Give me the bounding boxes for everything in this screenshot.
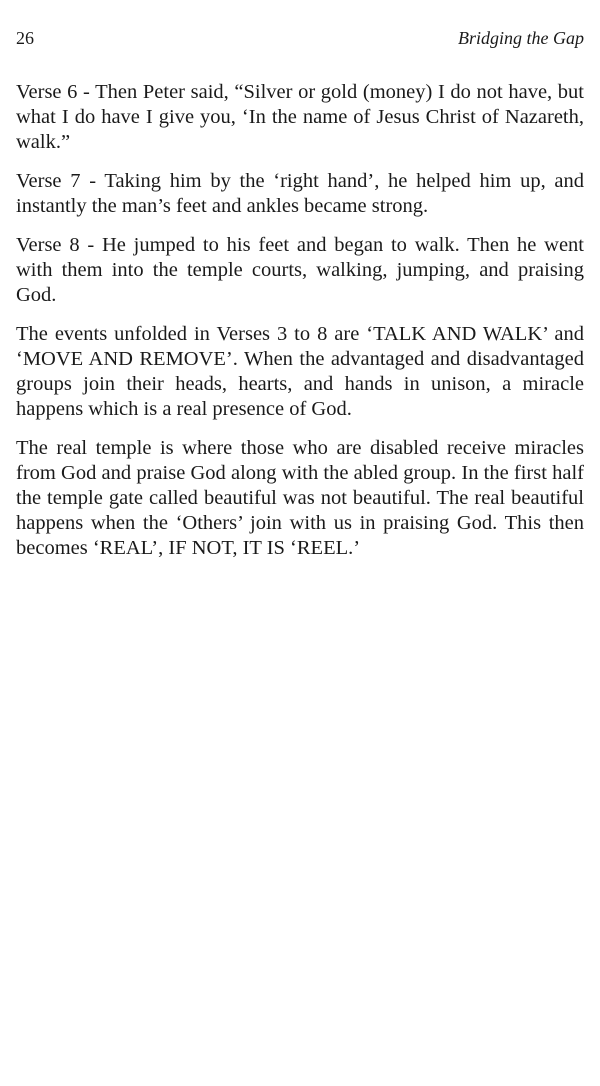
page-body [16, 80, 584, 575]
running-title: Bridging the Gap [458, 28, 584, 48]
paragraph-verse-8: Verse 8 - He jumped to his feet and began to walk. Then he went with them into the temple courts, walking, jumping, and praising God. [16, 234, 584, 306]
paragraph-events: The events unfolded in Verses 3 to 8 are ‘TALK AND WALK’ and ‘MOVE AND REMOVE’. When the advantaged and disadvantaged groups join their heads, hearts, and hands in unison, a miracle happens which is a real presence of God. [16, 323, 584, 420]
paragraph-real-temple: The real temple is where those who are disabled receive miracles from God and praise God along with the abled group. In the first half the temple gate called beautiful was not beautiful. The real beautiful happens when the ‘Others’ join with us in praising God. This then becomes ‘REAL’, IF NOT, IT IS ‘REEL.’ [16, 437, 584, 559]
page-header [16, 28, 584, 52]
paragraph-verse-6: Verse 6 - Then Peter said, “Silver or gold (money) I do not have, but what I do have I give you, ‘In the name of Jesus Christ of Nazareth, walk.” [16, 81, 584, 153]
paragraph-verse-7: Verse 7 - Taking him by the ‘right hand’, he helped him up, and instantly the man’s feet and ankles became strong. [16, 170, 584, 217]
page-number: 26 [16, 28, 34, 48]
